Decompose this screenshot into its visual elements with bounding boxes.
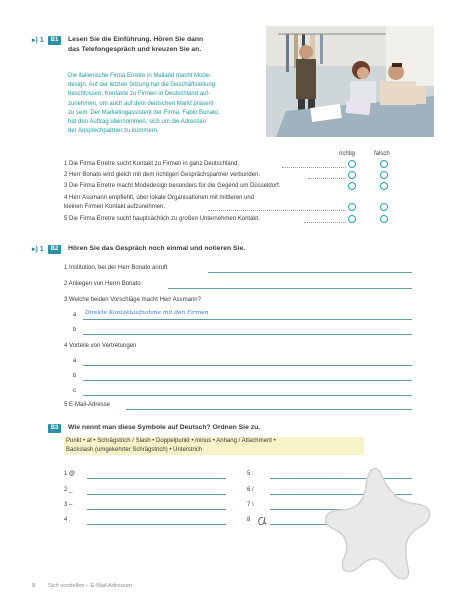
page-number: 8 (32, 583, 36, 589)
chapter-title: Sich vorstellen – E-Mail-Adressen (48, 583, 132, 589)
symbol-item-7: 7 \ (247, 502, 254, 508)
answer-line[interactable] (87, 509, 226, 510)
answer-line[interactable] (83, 319, 412, 320)
falsch-option-1[interactable] (380, 160, 388, 168)
answer-line[interactable] (168, 288, 412, 289)
answer-line[interactable] (83, 395, 412, 396)
intro-line: zunehmen, um auch auf dem deutschen Markt präsent (68, 100, 214, 107)
statement-1: 1 Die Firma Erretre sucht Kontakt zu Firmen in ganz Deutschland. (64, 161, 240, 167)
intro-line: Die italienische Firma Erretre in Mailand macht Mode- (68, 73, 212, 79)
exercise-badge-b3: B3 (48, 424, 61, 433)
statement-5: 5 Die Firma Erretre sucht hauptsächlich zu großen Unternehmen Kontakt. (64, 216, 260, 222)
answer-line[interactable] (83, 334, 412, 335)
b2-heading: Hören Sie das Gespräch noch einmal und notieren Sie. (68, 245, 246, 252)
answer-line[interactable] (87, 478, 226, 479)
symbol-item-2: 2 _ (64, 487, 73, 493)
question-2: 2 Anliegen von Herrn Bonato (64, 281, 141, 287)
question-4b-label: b (73, 373, 77, 379)
falsch-option-3[interactable] (380, 182, 388, 190)
intro-line: der Ansprechpartner zu kümmern. (68, 128, 159, 135)
dotted-leader (282, 166, 346, 168)
richtig-option-1[interactable] (348, 160, 356, 168)
richtig-option-2[interactable] (348, 171, 356, 179)
answer-line[interactable] (83, 365, 412, 366)
b1-intro-text (68, 72, 268, 136)
b3-heading: Wie nennt man diese Symbole auf Deutsch? Ordnen Sie zu. (68, 424, 261, 431)
question-5: 5 E-Mail-Adresse (64, 402, 111, 408)
word-box (64, 437, 364, 455)
answer-line[interactable] (126, 409, 412, 410)
column-richtig: richtig (339, 151, 356, 157)
audio-track-icon[interactable]: ▸) 1 (32, 246, 44, 253)
statement-3: 3 Die Firma Erretre macht Modedesign besonders für die Gegend um Düsseldorf. (64, 183, 281, 189)
intro-line: beschlossen, Kontakte zu Firmen in Deutschland auf- (68, 91, 211, 98)
hand-drawn-at-symbol-icon (257, 514, 267, 526)
audio-track-icon[interactable]: ▸) 1 (32, 37, 44, 44)
falsch-option-4[interactable] (380, 203, 388, 211)
question-3b-label: b (73, 327, 77, 333)
richtig-option-4[interactable] (348, 203, 356, 211)
handwritten-answer: Direkte Kontaktaufnahme mit den Firmen (85, 310, 209, 316)
answer-line[interactable] (87, 524, 226, 525)
symbol-item-6: 6 / (247, 487, 254, 493)
answer-line[interactable] (87, 494, 226, 495)
dotted-leader (308, 177, 346, 179)
question-4c-label: c (73, 388, 76, 394)
answer-line[interactable] (83, 380, 412, 381)
falsch-option-2[interactable] (380, 171, 388, 179)
intro-line: zu sein. Der Marketingassistent der Firma, Fabio Bonato, (68, 109, 220, 116)
b1-heading-line1: Lesen Sie die Einführung. Hören Sie dann (68, 36, 204, 43)
word-box-line-1: Punkt • at • Schrägstrich / Slash • Doppelpunkt • minus • Anhang / Attachment • (66, 438, 276, 444)
richtig-option-5[interactable] (348, 215, 356, 223)
b1-heading-line2: das Telefongespräch und kreuzen Sie an. (68, 46, 202, 53)
answer-line[interactable] (208, 272, 412, 273)
symbol-item-1: 1 @ (64, 471, 76, 477)
question-3a-label: a (73, 312, 77, 318)
exercise-badge-b2: B2 (48, 245, 61, 254)
symbol-item-3: 3 – (64, 502, 73, 508)
symbol-item-4: 4 . (64, 517, 71, 523)
statement-4-cont: kleinen Firmen Kontakt aufzunehmen. (64, 204, 166, 210)
symbol-item-5: 5 : (247, 471, 254, 477)
exercise-badge-b1: B1 (48, 36, 61, 45)
word-box-line-2: Backslash (umgekehrter Schrägstrich) • Unterstrich (66, 447, 203, 453)
statement-4: 4 Herr Assmann empfiehlt, über lokale Organisationen mit mittleren und (64, 195, 255, 201)
intro-line: hat den Auftrag übernommen, sich um die Adressen (68, 119, 207, 126)
dotted-leader (304, 221, 346, 223)
symbol-item-8: 8 (247, 517, 251, 523)
intro-line: design. Auf der letzten Sitzung hat die Geschäftsleitung (68, 82, 216, 89)
office-meeting-photo (266, 26, 434, 137)
question-4: 4 Vorteile von Vertretungen (64, 343, 137, 349)
column-falsch: falsch (374, 151, 390, 157)
question-4a-label: a (73, 358, 77, 364)
question-1: 1 Institution, bei der Herr Bonato anruft (64, 265, 168, 271)
richtig-option-3[interactable] (348, 182, 356, 190)
statement-2: 2 Herr Bonato wird gleich mit dem richtigen Gesprächspartner verbunden. (64, 172, 261, 178)
question-3: 3 Welche beiden Vorschläge macht Herr Assmann? (64, 297, 201, 303)
star-figure-watermark (322, 462, 442, 582)
dotted-leader (208, 209, 346, 211)
falsch-option-5[interactable] (380, 215, 388, 223)
